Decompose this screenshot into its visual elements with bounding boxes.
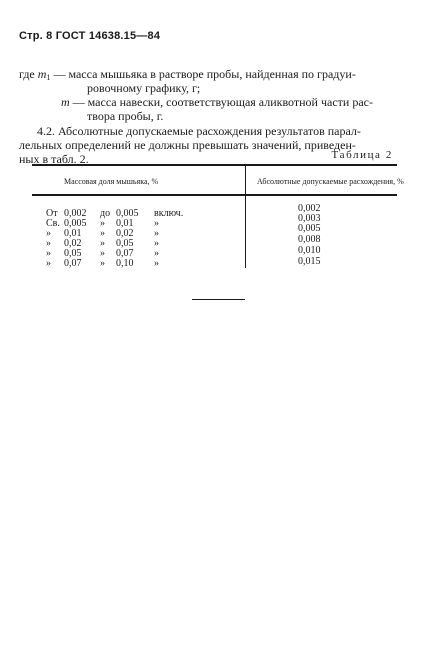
- row-from-value: 0,07: [64, 258, 82, 269]
- table-tolerance-value: 0,010: [298, 245, 321, 256]
- row-suffix: »: [154, 258, 159, 269]
- definition-subscript: 1: [46, 73, 51, 82]
- row-to-value: 0,01: [116, 218, 134, 229]
- paragraph-line-3: ных в табл. 2.: [19, 152, 89, 166]
- table-2: [32, 164, 404, 269]
- table-tolerance-value: 0,015: [298, 256, 321, 267]
- definition-text: твора пробы, г.: [87, 109, 164, 123]
- table-header-mass-fraction: Массовая доля мышьяка, %: [64, 177, 159, 186]
- row-prefix: От: [46, 208, 58, 219]
- row-prefix: »: [46, 248, 51, 259]
- row-from-value: 0,01: [64, 228, 82, 239]
- definition-symbol: $m_1$: [37, 67, 51, 82]
- row-suffix: »: [154, 228, 159, 239]
- row-connector: »: [100, 238, 105, 249]
- row-from-value: 0,02: [64, 238, 82, 249]
- row-to-value: 0,005: [116, 208, 139, 219]
- row-connector: »: [100, 248, 105, 259]
- row-connector: »: [100, 218, 105, 229]
- table-tolerance-value: 0,002: [298, 203, 321, 214]
- paragraph-line-2: лельных определений не должны превышать значений, приведен-: [19, 138, 356, 152]
- definition-text: ровочному графику, г;: [87, 81, 201, 95]
- row-from-value: 0,005: [64, 218, 87, 229]
- row-from-value: 0,002: [64, 208, 87, 219]
- row-prefix: »: [46, 258, 51, 269]
- row-suffix: включ.: [154, 208, 184, 219]
- row-prefix: »: [46, 228, 51, 239]
- row-connector: »: [100, 228, 105, 239]
- page-header: Стр. 8 ГОСТ 14638.15—84: [19, 30, 161, 42]
- end-of-section-rule: [192, 299, 245, 300]
- row-from-value: 0,05: [64, 248, 82, 259]
- row-prefix: Св.: [46, 218, 60, 229]
- table-top-rule: [32, 164, 397, 166]
- row-suffix: »: [154, 238, 159, 249]
- table-tolerance-value: 0,005: [298, 223, 321, 234]
- definition-m1-continuation: [87, 81, 200, 95]
- definition-m: [61, 95, 373, 109]
- definition-text: — масса мышьяка в растворе пробы, найденная по градуи-: [53, 67, 356, 81]
- table-tolerance-value: 0,003: [298, 213, 321, 224]
- definition-text: — масса навески, соответствующая аликвотной части рас-: [72, 95, 373, 109]
- table-tolerance-value: 0,008: [298, 234, 321, 245]
- table-caption: Таблица 2: [331, 149, 393, 161]
- row-connector: до: [100, 208, 111, 219]
- row-to-value: 0,10: [116, 258, 134, 269]
- definition-prefix: где: [19, 67, 35, 81]
- definition-m-continuation: [87, 109, 163, 123]
- row-to-value: 0,07: [116, 248, 134, 259]
- definition-symbol: m: [61, 95, 70, 109]
- row-to-value: 0,05: [116, 238, 134, 249]
- row-to-value: 0,02: [116, 228, 134, 239]
- table-header-rule: [32, 194, 397, 196]
- table-column-divider: [245, 164, 246, 268]
- table-header-tolerance: Абсолютные допускаемые расхождения, %: [257, 177, 404, 186]
- row-suffix: »: [154, 218, 159, 229]
- paragraph-line-1: 4.2. Абсолютные допускаемые расхождения результатов парал-: [37, 124, 361, 138]
- row-prefix: »: [46, 238, 51, 249]
- row-suffix: »: [154, 248, 159, 259]
- row-connector: »: [100, 258, 105, 269]
